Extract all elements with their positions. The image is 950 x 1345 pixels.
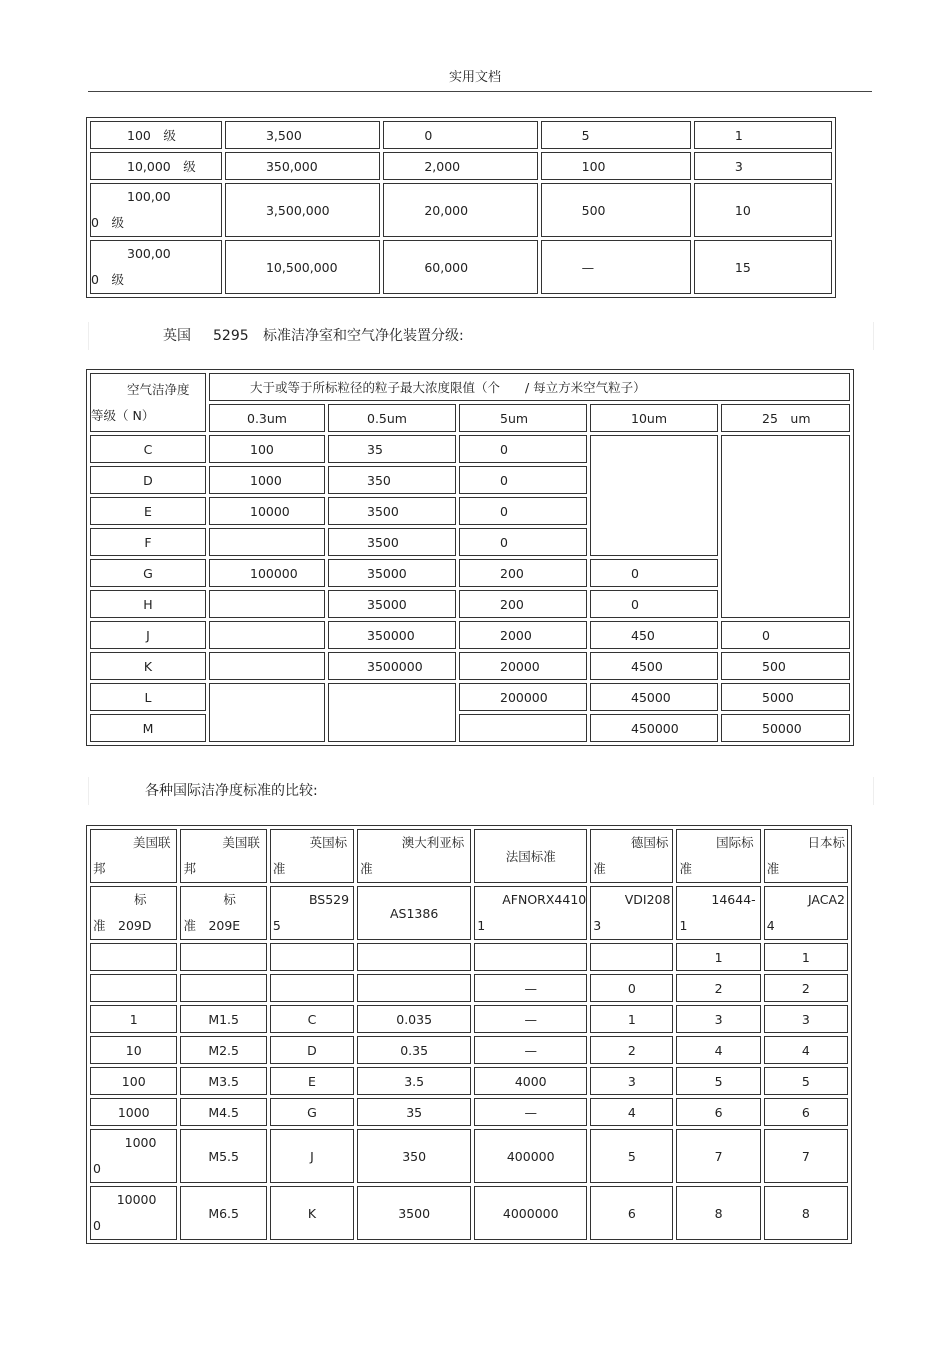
table-cell: 8: [676, 1186, 760, 1240]
table-row: [90, 1036, 848, 1064]
table-row: L 200000 45000 5000: [90, 683, 850, 711]
table-cell: 2: [676, 974, 760, 1002]
table-row: 100,00 0 级 3,500,000 20,000 500 10: [90, 183, 832, 237]
table-cell: 100: [90, 1067, 177, 1095]
table-cell: 3: [764, 1005, 848, 1033]
table-row: [90, 1067, 848, 1095]
table-cell: 400000: [474, 1129, 587, 1183]
table-cell: 6: [764, 1098, 848, 1126]
standards-comparison-table: [86, 825, 852, 1244]
table-cell: 6: [590, 1186, 673, 1240]
table-cell: 1000: [90, 1098, 177, 1126]
table-cell: [474, 943, 587, 971]
table-cell: 1: [764, 943, 848, 971]
table-row: 10,000 级 350,000 2,000 100 3: [90, 152, 832, 180]
table-row: G 100000 35000 200 0: [90, 559, 850, 587]
table-cell: 10: [90, 1036, 177, 1064]
table-row: D 1000 350 0: [90, 466, 850, 494]
uk-5295-table: [86, 369, 854, 746]
table-row: H 35000 200 0: [90, 590, 850, 618]
table-cell: E: [270, 1067, 354, 1095]
table-cell: 0.035: [357, 1005, 471, 1033]
table-cell: M4.5: [180, 1098, 266, 1126]
table-header-row: 空气洁净度 等级（ N） 大于或等于所标粒径的粒子最大浓度限值（个 / 每立方米空气粒子）: [90, 373, 850, 401]
table-cell: 0: [590, 974, 673, 1002]
header-rule: [88, 91, 872, 92]
table-cell: 2: [590, 1036, 673, 1064]
table-cell: —: [474, 974, 587, 1002]
table-header-row: 0.3um 0.5um 5um 10um 25 um: [90, 404, 850, 432]
table-cell: 6: [676, 1098, 760, 1126]
table-cell: 2: [764, 974, 848, 1002]
table-cell: C: [270, 1005, 354, 1033]
table-cell: 1: [676, 943, 760, 971]
table-cell: [180, 943, 266, 971]
table-cell: D: [270, 1036, 354, 1064]
table-cell: K: [270, 1186, 354, 1240]
table-cell: 3: [676, 1005, 760, 1033]
table-cell: 3500: [357, 1186, 471, 1240]
table-cell: 5: [590, 1129, 673, 1183]
table-cell: 4: [676, 1036, 760, 1064]
table-cell: M6.5: [180, 1186, 266, 1240]
table-header-row: 标 准 209D 标 准 209E BS529 5 AS1386 AFNORX4410 1 VDI208 3 14644- 1 JACA2 4: [90, 886, 848, 940]
table-row: C 100 35 0: [90, 435, 850, 463]
table-cell: 5: [764, 1067, 848, 1095]
table-row: [90, 943, 848, 971]
table-cell: [270, 974, 354, 1002]
table-row: [90, 974, 848, 1002]
table-cell: [357, 943, 471, 971]
table-cell: 1: [90, 1005, 177, 1033]
table-row: 300,00 0 级 10,500,000 60,000 — 15: [90, 240, 832, 294]
table-cell: 1000 0: [90, 1129, 177, 1183]
table-cell: 0.35: [357, 1036, 471, 1064]
table-cell: 4000: [474, 1067, 587, 1095]
table-cell: 3.5: [357, 1067, 471, 1095]
table-cell: [90, 943, 177, 971]
table-cell: 4: [590, 1098, 673, 1126]
table-row: [90, 1098, 848, 1126]
table-cell: M3.5: [180, 1067, 266, 1095]
table-cell: —: [474, 1005, 587, 1033]
cleanliness-class-table: [86, 117, 836, 298]
table-row: M 450000 50000: [90, 714, 850, 742]
uk-standard-title: 英国 5295 标准洁净室和空气净化装置分级:: [88, 322, 874, 350]
table-cell: —: [474, 1098, 587, 1126]
table-cell: 35: [357, 1098, 471, 1126]
table-cell: 1: [590, 1005, 673, 1033]
table-cell: 350: [357, 1129, 471, 1183]
table-cell: M5.5: [180, 1129, 266, 1183]
table-cell: 4: [764, 1036, 848, 1064]
table-row: [90, 1129, 848, 1183]
table-cell: [180, 974, 266, 1002]
table-cell: 3: [590, 1067, 673, 1095]
table-cell: [357, 974, 471, 1002]
table-row: F 3500 0: [90, 528, 850, 556]
table-header-row: 美国联 邦 美国联 邦 英国标 准 澳大利亚标 准 法国标准 德国标 准 国际标 准 日本标 准: [90, 829, 848, 883]
table-cell: 8: [764, 1186, 848, 1240]
table-cell: M2.5: [180, 1036, 266, 1064]
table-cell: M1.5: [180, 1005, 266, 1033]
table-cell: 10000 0: [90, 1186, 177, 1240]
table-row: K 3500000 20000 4500 500: [90, 652, 850, 680]
table-cell: G: [270, 1098, 354, 1126]
comparison-title: 各种国际洁净度标准的比较:: [88, 777, 874, 805]
table-row: 100 级 3,500 0 5 1: [90, 121, 832, 149]
table-cell: [270, 943, 354, 971]
table-cell: [590, 943, 673, 971]
table-row: [90, 1005, 848, 1033]
table-cell: 7: [676, 1129, 760, 1183]
page-header: 实用文档: [448, 70, 501, 85]
table-row: [90, 1186, 848, 1240]
table-row: J 350000 2000 450 0: [90, 621, 850, 649]
table-cell: 4000000: [474, 1186, 587, 1240]
table-cell: —: [474, 1036, 587, 1064]
table-row: E 10000 3500 0: [90, 497, 850, 525]
table-cell: 7: [764, 1129, 848, 1183]
table-cell: J: [270, 1129, 354, 1183]
table-cell: 5: [676, 1067, 760, 1095]
table-cell: [90, 974, 177, 1002]
